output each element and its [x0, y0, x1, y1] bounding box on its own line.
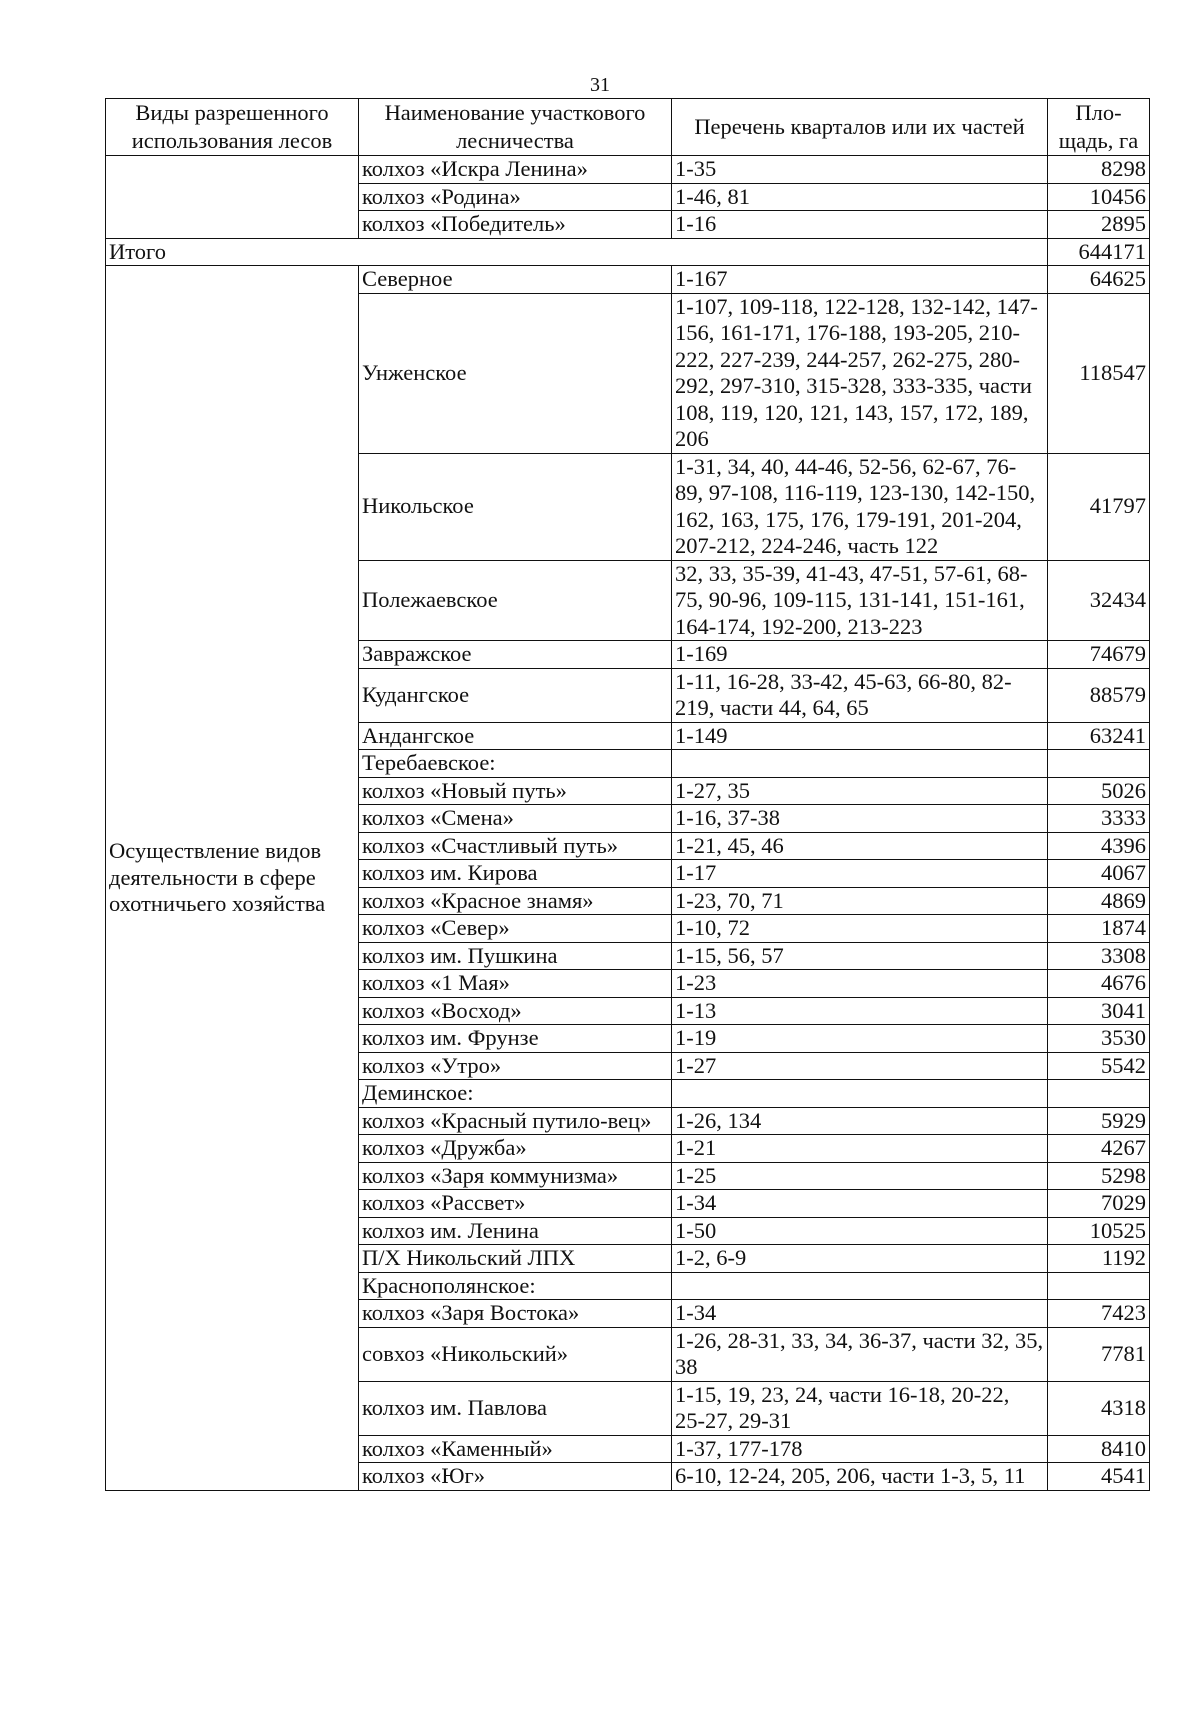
forestry-name-cell: колхоз «1 Мая» — [359, 970, 672, 998]
total-row — [106, 238, 1150, 266]
quarters-cell: 1-10, 72 — [672, 915, 1048, 943]
area-cell: 63241 — [1048, 722, 1150, 750]
quarters-cell: 1-27 — [672, 1052, 1048, 1080]
area-cell — [1048, 750, 1150, 778]
area-cell: 8298 — [1048, 156, 1150, 184]
forestry-name-cell: колхоз «Дружба» — [359, 1135, 672, 1163]
forestry-name-cell: колхоз «Красный путило-вец» — [359, 1107, 672, 1135]
quarters-cell: 1-149 — [672, 722, 1048, 750]
forestry-name-cell: Краснополянское: — [359, 1272, 672, 1300]
area-cell: 7423 — [1048, 1300, 1150, 1328]
quarters-cell: 32, 33, 35-39, 41-43, 47-51, 57-61, 68-75, 90-96, 109-115, 131-141, 151-161, 164-174, 192-200, 213-223 — [672, 560, 1048, 641]
quarters-cell: 1-21, 45, 46 — [672, 832, 1048, 860]
quarters-cell: 1-26, 28-31, 33, 34, 36-37, части 32, 35, 38 — [672, 1327, 1048, 1381]
area-cell — [1048, 1080, 1150, 1108]
table-header-row — [106, 99, 1150, 156]
forestry-name-cell: колхоз «Север» — [359, 915, 672, 943]
forestry-name-cell: колхоз «Каменный» — [359, 1435, 672, 1463]
area-cell: 41797 — [1048, 453, 1150, 560]
forestry-name-cell: Завражское — [359, 641, 672, 669]
forestry-name-cell: колхоз «Заря коммунизма» — [359, 1162, 672, 1190]
quarters-cell: 1-17 — [672, 860, 1048, 888]
quarters-cell — [672, 1272, 1048, 1300]
quarters-cell: 1-35 — [672, 156, 1048, 184]
page-number: 31 — [590, 74, 610, 96]
area-cell: 5298 — [1048, 1162, 1150, 1190]
forestry-name-cell: П/Х Никольский ЛПХ — [359, 1245, 672, 1273]
hunting-rows — [106, 266, 1150, 1491]
quarters-cell: 1-25 — [672, 1162, 1048, 1190]
forest-use-table — [105, 98, 1150, 1491]
forestry-name-cell: колхоз «Красное знамя» — [359, 887, 672, 915]
quarters-cell: 1-13 — [672, 997, 1048, 1025]
quarters-cell: 1-23 — [672, 970, 1048, 998]
quarters-cell: 1-19 — [672, 1025, 1048, 1053]
forestry-name-cell: Никольское — [359, 453, 672, 560]
quarters-cell: 1-15, 19, 23, 24, части 16-18, 20-22, 25-27, 29-31 — [672, 1381, 1048, 1435]
area-cell: 2895 — [1048, 211, 1150, 239]
area-cell: 74679 — [1048, 641, 1150, 669]
area-cell: 4267 — [1048, 1135, 1150, 1163]
forestry-name-cell: колхоз «Новый путь» — [359, 777, 672, 805]
area-cell: 1874 — [1048, 915, 1150, 943]
forestry-name-cell: Деминское: — [359, 1080, 672, 1108]
area-cell: 118547 — [1048, 293, 1150, 453]
continued-rows — [106, 156, 1150, 239]
quarters-cell: 1-167 — [672, 266, 1048, 294]
forestry-name-cell: Теребаевское: — [359, 750, 672, 778]
forestry-name-cell: колхоз «Восход» — [359, 997, 672, 1025]
forestry-name-cell: колхоз «Победитель» — [359, 211, 672, 239]
area-cell: 8410 — [1048, 1435, 1150, 1463]
forestry-name-cell: колхоз им. Ленина — [359, 1217, 672, 1245]
total-area: 644171 — [1048, 238, 1150, 266]
forestry-name-cell: колхоз «Рассвет» — [359, 1190, 672, 1218]
quarters-cell: 1-2, 6-9 — [672, 1245, 1048, 1273]
quarters-cell: 1-11, 16-28, 33-42, 45-63, 66-80, 82-219, части 44, 64, 65 — [672, 668, 1048, 722]
area-cell: 3333 — [1048, 805, 1150, 833]
table-row — [106, 266, 1150, 294]
forestry-name-cell: колхоз «Смена» — [359, 805, 672, 833]
forestry-name-cell: колхоз «Юг» — [359, 1463, 672, 1491]
forestry-name-cell: колхоз «Заря Востока» — [359, 1300, 672, 1328]
area-cell: 5929 — [1048, 1107, 1150, 1135]
forestry-name-cell: Унженское — [359, 293, 672, 453]
quarters-cell: 1-37, 177-178 — [672, 1435, 1048, 1463]
area-cell: 88579 — [1048, 668, 1150, 722]
area-cell: 32434 — [1048, 560, 1150, 641]
header-use-type: Виды разрешенного использования лесов — [106, 99, 359, 156]
area-cell: 4541 — [1048, 1463, 1150, 1491]
area-cell: 1192 — [1048, 1245, 1150, 1273]
forestry-name-cell: колхоз им. Фрунзе — [359, 1025, 672, 1053]
total-block — [106, 238, 1150, 266]
quarters-cell: 1-34 — [672, 1300, 1048, 1328]
area-cell: 10456 — [1048, 183, 1150, 211]
header-quarters: Перечень кварталов или их частей — [672, 99, 1048, 156]
quarters-cell: 1-15, 56, 57 — [672, 942, 1048, 970]
header-forestry: Наименование участкового лесничества — [359, 99, 672, 156]
area-cell: 10525 — [1048, 1217, 1150, 1245]
forestry-name-cell: колхоз «Утро» — [359, 1052, 672, 1080]
forestry-name-cell: колхоз им. Кирова — [359, 860, 672, 888]
area-cell: 4067 — [1048, 860, 1150, 888]
area-cell: 3308 — [1048, 942, 1150, 970]
quarters-cell: 1-169 — [672, 641, 1048, 669]
area-cell: 5026 — [1048, 777, 1150, 805]
quarters-cell: 1-46, 81 — [672, 183, 1048, 211]
quarters-cell — [672, 1080, 1048, 1108]
forestry-name-cell: колхоз «Искра Ленина» — [359, 156, 672, 184]
quarters-cell: 1-21 — [672, 1135, 1048, 1163]
quarters-cell: 1-16 — [672, 211, 1048, 239]
forestry-name-cell: Кудангское — [359, 668, 672, 722]
area-cell: 7029 — [1048, 1190, 1150, 1218]
table-row — [106, 156, 1150, 184]
area-cell: 4318 — [1048, 1381, 1150, 1435]
quarters-cell: 1-34 — [672, 1190, 1048, 1218]
area-cell: 64625 — [1048, 266, 1150, 294]
forestry-name-cell: совхоз «Никольский» — [359, 1327, 672, 1381]
quarters-cell: 1-26, 134 — [672, 1107, 1048, 1135]
area-cell: 3041 — [1048, 997, 1150, 1025]
area-cell: 3530 — [1048, 1025, 1150, 1053]
forestry-name-cell: колхоз им. Пушкина — [359, 942, 672, 970]
forestry-name-cell: Полежаевское — [359, 560, 672, 641]
quarters-cell — [672, 750, 1048, 778]
forestry-name-cell: Северное — [359, 266, 672, 294]
area-cell: 7781 — [1048, 1327, 1150, 1381]
quarters-cell: 1-16, 37-38 — [672, 805, 1048, 833]
forestry-name-cell: колхоз «Родина» — [359, 183, 672, 211]
area-cell — [1048, 1272, 1150, 1300]
forestry-name-cell: колхоз «Счастливый путь» — [359, 832, 672, 860]
area-cell: 4676 — [1048, 970, 1150, 998]
use-type-cell-empty — [106, 156, 359, 239]
forestry-name-cell: Андангское — [359, 722, 672, 750]
header-area: Пло-щадь, га — [1048, 99, 1150, 156]
quarters-cell: 1-27, 35 — [672, 777, 1048, 805]
area-cell: 5542 — [1048, 1052, 1150, 1080]
use-type-cell: Осуществление видов деятельности в сфере охотничьего хозяйства — [106, 266, 359, 1491]
area-cell: 4869 — [1048, 887, 1150, 915]
quarters-cell: 1-31, 34, 40, 44-46, 52-56, 62-67, 76-89, 97-108, 116-119, 123-130, 142-150, 162, 163, 175, 176, 179-191, 201-204, 207-212, 224-246, часть 122 — [672, 453, 1048, 560]
quarters-cell: 1-50 — [672, 1217, 1048, 1245]
area-cell: 4396 — [1048, 832, 1150, 860]
forestry-name-cell: колхоз им. Павлова — [359, 1381, 672, 1435]
quarters-cell: 1-23, 70, 71 — [672, 887, 1048, 915]
quarters-cell: 1-107, 109-118, 122-128, 132-142, 147-156, 161-171, 176-188, 193-205, 210-222, 227-239, 244-257, 262-275, 280-292, 297-310, 315-328, 333-335, части 108, 119, 120, 121, 143, 157, 172, 189, 206 — [672, 293, 1048, 453]
quarters-cell: 6-10, 12-24, 205, 206, части 1-3, 5, 11 — [672, 1463, 1048, 1491]
total-label: Итого — [106, 238, 1048, 266]
